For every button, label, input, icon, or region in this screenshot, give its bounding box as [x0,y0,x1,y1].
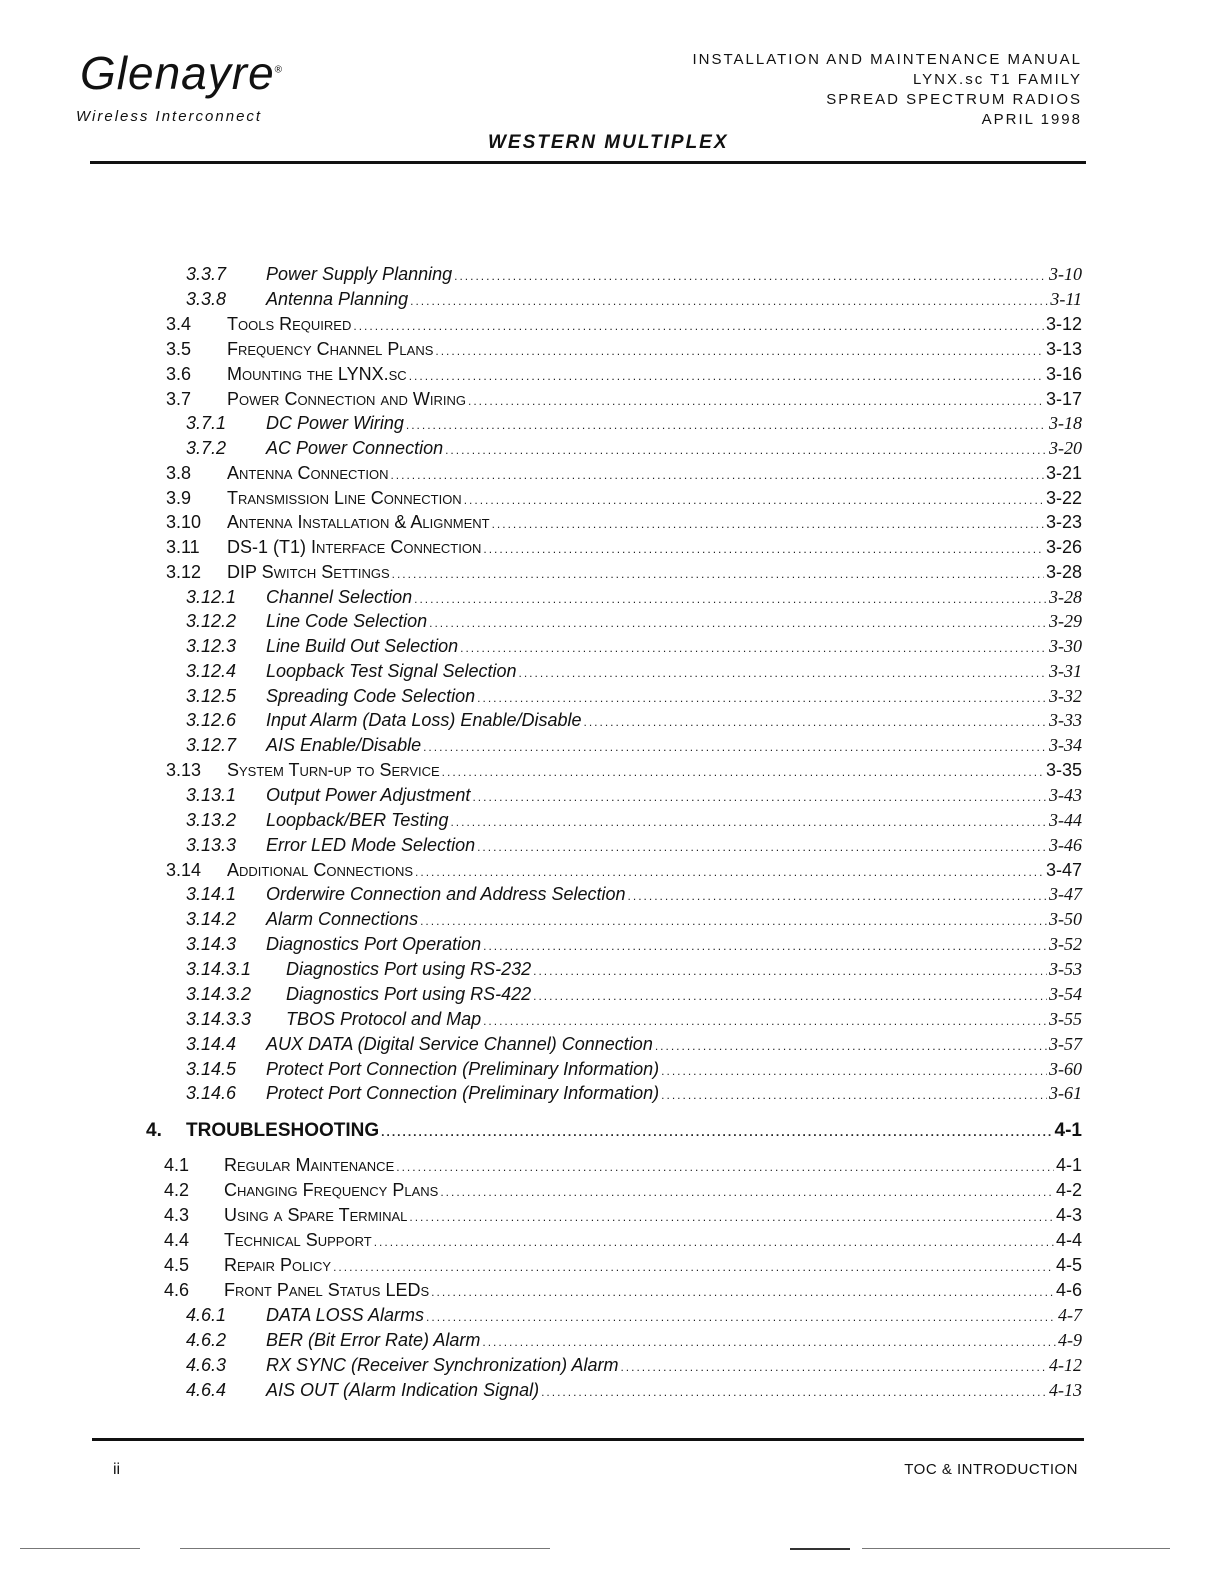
footer-rule [92,1438,1084,1441]
toc-entry[interactable] [186,413,1082,437]
toc-entry[interactable] [186,835,1082,859]
toc-number: 3.4 [166,314,192,334]
dot-leader [423,740,1047,754]
toc-number: 3.3.7 [186,264,227,284]
toc-page-number: 3-46 [1049,835,1082,855]
toc-title: Loopback Test Signal Selection [266,661,517,681]
toc-number: 3.14.3.1 [186,959,252,979]
dot-leader [390,468,1044,482]
toc-title: AUX DATA (Digital Service Channel) Connection [266,1034,653,1054]
toc-page-number: 3-52 [1049,934,1082,954]
toc-entry[interactable] [186,1330,1082,1354]
toc-title: Orderwire Connection and Address Selection [266,884,626,904]
toc-title: DIP Switch Settings [227,562,390,582]
toc-entry[interactable] [186,810,1082,834]
toc-number: 3.8 [166,463,192,483]
toc-entry[interactable] [166,562,1082,586]
toc-page-number: 3-31 [1049,661,1082,681]
toc-page-number: 4-13 [1049,1380,1082,1400]
toc-number: 3.6 [166,364,192,384]
toc-title: Diagnostics Port using RS-232 [286,959,532,979]
toc-title: Antenna Planning [266,289,409,309]
section-name: TOC & INTRODUCTION [904,1461,1078,1478]
toc-page-number: 3-54 [1049,984,1082,1004]
toc-entry[interactable] [166,463,1082,487]
toc-entry[interactable] [164,1280,1082,1304]
toc-number: 4.5 [164,1255,190,1275]
toc-number: 3.7.2 [186,438,227,458]
toc-entry[interactable] [186,661,1082,685]
dot-leader [483,939,1047,953]
toc-page-number: 4-5 [1055,1255,1082,1275]
toc-number: 3.5 [166,339,192,359]
toc-page-number: 3-50 [1049,909,1082,929]
toc-page-number: 3-29 [1049,611,1082,631]
dot-leader [583,715,1047,729]
toc-entry[interactable] [166,314,1082,338]
toc-page-number: 3-17 [1045,389,1082,409]
dot-leader [381,1125,1052,1139]
toc-title: DS-1 (T1) Interface Connection [227,537,482,557]
page-number: ii [113,1461,121,1478]
dot-leader [409,1210,1054,1224]
toc-page-number: 3-26 [1045,537,1082,557]
toc-page-number: 3-55 [1049,1009,1082,1029]
toc-title: RX SYNC (Receiver Synchronization) Alarm [266,1355,619,1375]
toc-number: 4.6.2 [186,1330,227,1350]
dot-leader [661,1088,1047,1102]
toc-title: AIS OUT (Alarm Indication Signal) [266,1380,540,1400]
toc-page-number: 3-34 [1049,735,1082,755]
toc-title: Loopback/BER Testing [266,810,449,830]
dot-leader [477,840,1047,854]
logo-subtitle: Wireless Interconnect [76,108,263,125]
toc-entry[interactable] [186,587,1082,611]
toc-page-number: 3-16 [1045,364,1082,384]
toc-page-number: 3-33 [1049,710,1082,730]
dot-leader [415,865,1044,879]
toc-number: 4.6.1 [186,1305,227,1325]
toc-number: 3.13 [166,760,202,780]
toc-page-number: 3-28 [1049,587,1082,607]
toc-page-number: 3-47 [1049,884,1082,904]
toc-title: Antenna Connection [227,463,389,483]
toc-entry[interactable] [186,1083,1082,1107]
dot-leader [333,1260,1054,1274]
toc-title: Repair Policy [224,1255,332,1275]
toc-number: 3.3.8 [186,289,227,309]
toc-title: System Turn-up to Service [227,760,440,780]
toc-title: Diagnostics Port Operation [266,934,482,954]
toc-number: 3.12.7 [186,735,237,755]
toc-title: Diagnostics Port using RS-422 [286,984,532,1004]
toc-page-number: 3-44 [1049,810,1082,830]
dot-leader [519,666,1047,680]
toc-page-number: 4-12 [1049,1355,1082,1375]
toc-entry[interactable] [166,760,1082,784]
toc-entry[interactable] [164,1230,1082,1254]
dot-leader [628,889,1047,903]
dot-leader [464,493,1044,507]
toc-number: 3.13.1 [186,785,237,805]
dot-leader [482,1335,1056,1349]
dot-leader [468,394,1044,408]
toc-entry[interactable] [186,984,1082,1008]
dot-leader [410,294,1048,308]
toc-page-number: 3-61 [1049,1083,1082,1103]
toc-page-number: 4-7 [1058,1305,1082,1325]
manual-title: INSTALLATION AND MAINTENANCE MANUAL [692,51,1082,68]
toc-title: Power Supply Planning [266,264,453,284]
manual-header [693,50,1083,130]
dot-leader [396,1160,1054,1174]
toc-number: 3.13.2 [186,810,237,830]
toc-number: 3.9 [166,488,192,508]
toc-number: 4. [146,1120,162,1141]
dot-leader [533,964,1047,978]
toc-entry[interactable] [166,512,1082,536]
dot-leader [414,592,1047,606]
toc-page-number: 3-10 [1049,264,1082,284]
toc-title: Protect Port Connection (Preliminary Information) [266,1083,660,1103]
toc-entry[interactable] [186,1380,1082,1404]
toc-number: 3.11 [166,537,200,557]
toc-title: Technical Support [224,1230,372,1250]
product-type: SPREAD SPECTRUM RADIOS [826,91,1082,108]
dot-leader [477,691,1047,705]
toc-entry[interactable] [186,264,1082,288]
toc-number: 3.13.3 [186,835,237,855]
toc-number: 3.14.1 [186,884,237,904]
toc-title: Channel Selection [266,587,413,607]
toc-page-number: 4-2 [1055,1180,1082,1200]
toc-entry[interactable] [186,1034,1082,1058]
registered-mark: ® [274,64,284,76]
toc-number: 3.7.1 [186,413,227,433]
toc-page-number: 4-6 [1055,1280,1082,1300]
toc-entry[interactable] [164,1255,1082,1279]
toc-number: 4.6 [164,1280,190,1300]
dot-leader [483,1014,1047,1028]
dot-leader [492,517,1044,531]
toc-page-number: 3-47 [1045,860,1082,880]
dot-leader [454,269,1047,283]
toc-number: 3.12.4 [186,661,237,681]
toc-number: 3.12 [166,562,202,582]
toc-page-number: 3-13 [1045,339,1082,359]
toc-title: Using a Spare Terminal [224,1205,408,1225]
toc-title: Changing Frequency Plans [224,1180,439,1200]
toc-title: BER (Bit Error Rate) Alarm [266,1330,481,1350]
toc-title: Tools Required [227,314,352,334]
toc-title: DATA LOSS Alarms [266,1305,425,1325]
toc-page-number: 3-28 [1045,562,1082,582]
toc-entry[interactable] [186,959,1082,983]
dot-leader [435,344,1044,358]
toc-page-number: 4-3 [1055,1205,1082,1225]
dot-leader [392,567,1044,581]
toc-entry[interactable] [186,289,1082,313]
toc-entry[interactable] [186,438,1082,462]
dot-leader [620,1360,1047,1374]
toc-entry[interactable] [186,1059,1082,1083]
dot-leader [450,815,1047,829]
toc-entry[interactable] [164,1180,1082,1204]
dot-leader [483,542,1044,556]
toc-entry[interactable] [166,488,1082,512]
toc-entry[interactable] [166,389,1082,413]
toc-entry[interactable] [146,1120,1082,1144]
header-rule [90,161,1086,164]
toc-entry[interactable] [166,339,1082,363]
toc-number: 4.1 [164,1155,190,1175]
toc-title: Line Code Selection [266,611,428,631]
dot-leader [431,1285,1054,1299]
dot-leader [442,765,1044,779]
toc-page-number: 3-11 [1050,289,1082,309]
toc-title: Additional Connections [227,860,414,880]
logo-text: Glenayre [80,47,275,99]
toc-entry[interactable] [166,364,1082,388]
toc-entry[interactable] [186,735,1082,759]
toc-title: Error LED Mode Selection [266,835,476,855]
toc-number: 3.14.5 [186,1059,237,1079]
toc-title: Output Power Adjustment [266,785,471,805]
toc-page-number: 3-20 [1049,438,1082,458]
toc-title: Frequency Channel Plans [227,339,434,359]
toc-title: AIS Enable/Disable [266,735,422,755]
toc-title: Protect Port Connection (Preliminary Information) [266,1059,660,1079]
toc-number: 3.12.2 [186,611,237,631]
toc-number: 3.14.3 [186,934,237,954]
dot-leader [472,790,1047,804]
toc-entry[interactable] [186,710,1082,734]
toc-page-number: 3-12 [1045,314,1082,334]
toc-entry[interactable] [164,1155,1082,1179]
toc-entry[interactable] [186,1305,1082,1329]
toc-title: Input Alarm (Data Loss) Enable/Disable [266,710,582,730]
toc-number: 3.12.1 [186,587,237,607]
toc-entry[interactable] [166,860,1082,884]
toc-title: Regular Maintenance [224,1155,395,1175]
toc-page-number: 3-43 [1049,785,1082,805]
toc-entry[interactable] [186,785,1082,809]
toc-number: 3.14.3.3 [186,1009,252,1029]
dot-leader [533,989,1047,1003]
toc-page-number: 4-1 [1055,1155,1082,1175]
toc-number: 3.12.3 [186,636,237,656]
toc-number: 3.10 [166,512,202,532]
toc-title: Front Panel Status LEDs [224,1280,430,1300]
toc-page-number: 3-53 [1049,959,1082,979]
toc-number: 4.3 [164,1205,190,1225]
toc-page-number: 3-35 [1045,760,1082,780]
dot-leader [409,369,1044,383]
dot-leader [429,616,1047,630]
dot-leader [420,914,1047,928]
toc-title: TROUBLESHOOTING [186,1120,380,1141]
toc-entry[interactable] [186,686,1082,710]
dot-leader [541,1385,1047,1399]
dot-leader [374,1235,1054,1249]
toc-title: Line Build Out Selection [266,636,459,656]
toc-number: 4.2 [164,1180,190,1200]
toc-number: 4.6.4 [186,1380,227,1400]
scan-artifacts [0,1548,1224,1560]
toc-page-number: 3-30 [1049,636,1082,656]
dot-leader [440,1185,1054,1199]
dot-leader [661,1064,1047,1078]
toc-number: 3.7 [166,389,192,409]
company-title: WESTERN MULTIPLEX [488,132,729,153]
toc-page-number: 3-23 [1045,512,1082,532]
toc-page-number: 3-32 [1049,686,1082,706]
toc-title: Antenna Installation & Alignment [227,512,490,532]
toc-number: 4.4 [164,1230,190,1250]
toc-title: Alarm Connections [266,909,419,929]
toc-number: 3.12.6 [186,710,237,730]
toc-number: 4.6.3 [186,1355,227,1375]
toc-page-number: 3-18 [1049,413,1082,433]
toc-entry[interactable] [166,537,1082,561]
toc-entry[interactable] [186,636,1082,660]
dot-leader [445,443,1047,457]
dot-leader [406,418,1047,432]
toc-title: Mounting the LYNX.sc [227,364,407,384]
toc-title: AC Power Connection [266,438,444,458]
toc-title: Power Connection and Wiring [227,389,466,409]
toc-number: 3.14.3.2 [186,984,252,1004]
toc-entry[interactable] [186,884,1082,908]
toc-number: 3.14.2 [186,909,237,929]
toc-entry[interactable] [186,934,1082,958]
toc-page-number: 3-57 [1049,1034,1082,1054]
toc-entry[interactable] [186,1009,1082,1033]
publication-date: APRIL 1998 [981,111,1082,128]
toc-page-number: 3-60 [1049,1059,1082,1079]
toc-page-number: 3-22 [1045,488,1082,508]
toc-page-number: 3-21 [1045,463,1082,483]
toc-number: 3.14 [166,860,202,880]
product-family: LYNX.sc T1 FAMILY [912,71,1082,88]
dot-leader [426,1310,1056,1324]
toc-entry[interactable] [186,909,1082,933]
toc-number: 3.14.6 [186,1083,237,1103]
toc-page-number: 4-1 [1054,1120,1082,1141]
toc-page-number: 4-4 [1055,1230,1082,1250]
toc-page-number: 4-9 [1058,1330,1082,1350]
dot-leader [353,319,1044,333]
toc-title: TBOS Protocol and Map [286,1009,482,1029]
toc-title: Transmission Line Connection [227,488,462,508]
toc-entry[interactable] [164,1205,1082,1229]
toc-title: DC Power Wiring [266,413,404,433]
glenayre-logo [80,46,283,100]
dot-leader [460,641,1047,655]
toc-entry[interactable] [186,611,1082,635]
dot-leader [655,1039,1047,1053]
toc-number: 3.14.4 [186,1034,237,1054]
toc-title: Spreading Code Selection [266,686,476,706]
toc-entry[interactable] [186,1355,1082,1379]
toc-number: 3.12.5 [186,686,237,706]
